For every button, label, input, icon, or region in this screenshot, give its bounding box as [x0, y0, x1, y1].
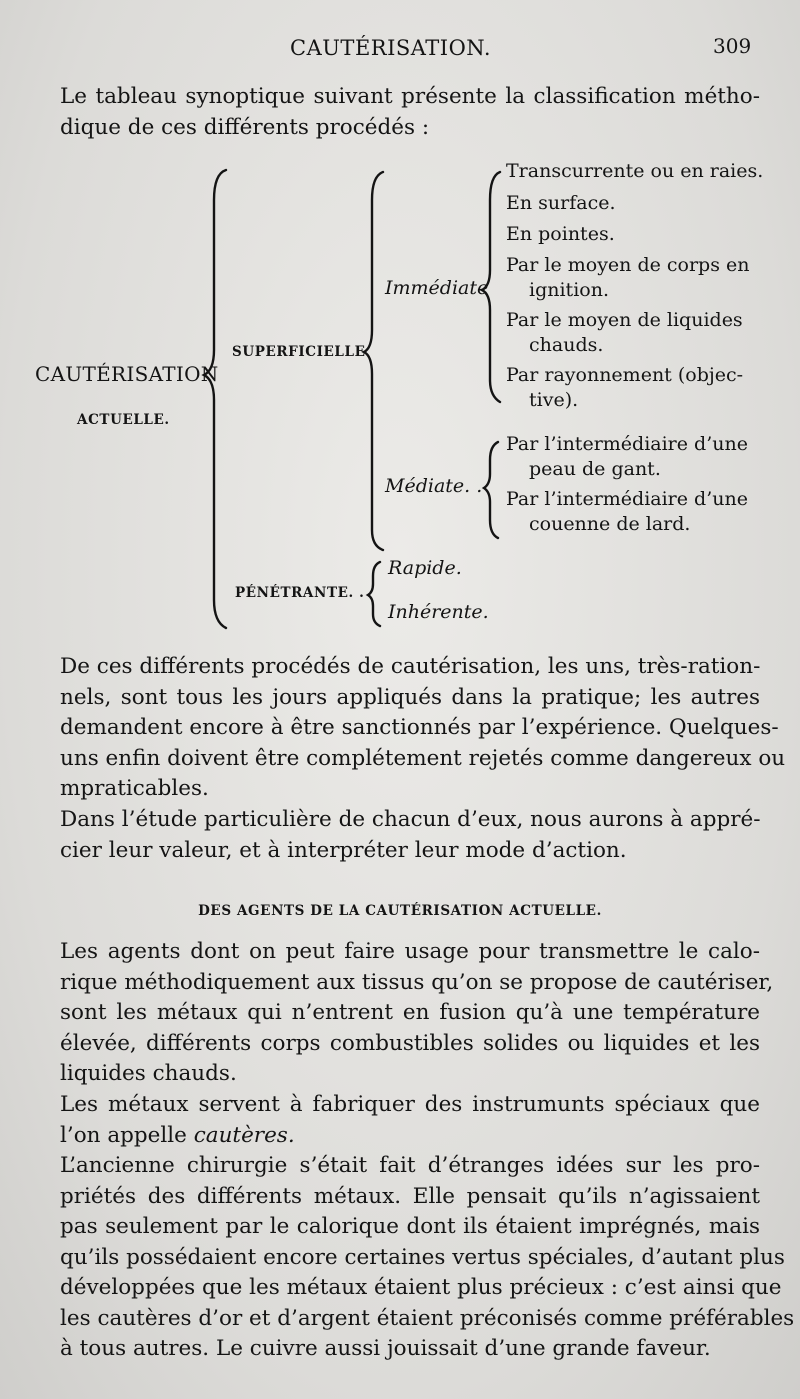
- immediate-item: chauds.: [529, 334, 604, 356]
- immediate-item: Par rayonnement (objec-: [506, 364, 744, 386]
- running-title: CAUTÉRISATION.: [290, 36, 492, 60]
- text-line: dique de ces différents procédés :: [60, 114, 430, 140]
- immediate-item: Par le moyen de corps en: [506, 254, 750, 276]
- text-line: cier leur valeur, et à interpréter leur mode d’action.: [60, 837, 627, 863]
- text-line: Le tableau synoptique suivant présente la classification métho-: [60, 84, 760, 109]
- page-number: 309: [713, 34, 752, 58]
- intro-paragraph: [60, 82, 760, 143]
- immediate-item: Par le moyen de liquides: [506, 309, 743, 331]
- text-line: Les agents dont on peut faire usage pour transmettre le calo-: [60, 939, 760, 964]
- text-line: élevée, différents corps combustibles solides ou liquides et les: [60, 1030, 760, 1056]
- immediate-item: En pointes.: [506, 223, 615, 245]
- mediate-item: Par l’intermédiaire d’une: [506, 488, 748, 510]
- superficielle-brace: [364, 172, 383, 550]
- text-line: liquides chauds.: [60, 1061, 237, 1086]
- text-line: pas seulement par le calorique dont ils étaient imprégnés, mais: [60, 1214, 760, 1239]
- paragraph-4: [60, 1090, 760, 1151]
- text-line: [60, 1121, 760, 1152]
- paragraph-1: [60, 652, 786, 805]
- text-line: priétés des différents métaux. Elle pensait qu’ils n’agissaient: [60, 1183, 760, 1209]
- root-brace: [204, 170, 226, 628]
- text-line: les cautères d’or et d’argent étaient préconisés comme préférables: [60, 1305, 795, 1331]
- text-line: De ces différents procédés de cautérisation, les uns, très-ration-: [60, 654, 761, 679]
- immediate-item: En surface.: [506, 192, 616, 214]
- mediate-item: peau de gant.: [529, 458, 661, 480]
- text-line: Dans l’étude particulière de chacun d’eux, nous aurons à appré-: [60, 807, 761, 832]
- mediate-item: couenne de lard.: [529, 513, 691, 535]
- text-line: sont les métaux qui n’entrent en fusion qu’à une température: [60, 1000, 760, 1025]
- penetrante-label: PÉNÉTRANTE. .: [235, 585, 365, 601]
- mediate-label: Médiate. .: [385, 475, 483, 497]
- section-title: DES AGENTS DE LA CAUTÉRISATION ACTUELLE.: [198, 903, 602, 919]
- page-header: [0, 30, 800, 70]
- immediate-item: Transcurrente ou en raies.: [506, 160, 764, 182]
- superficielle-label: SUPERFICIELLE: [232, 344, 366, 360]
- paragraph-2: [60, 805, 760, 866]
- immediate-item: ignition.: [529, 279, 609, 301]
- immediate-label: Immédiate: [385, 277, 489, 299]
- immediate-item: tive).: [529, 389, 579, 411]
- rapide-label: Rapide.: [388, 557, 462, 579]
- inherente-label: Inhérente.: [388, 601, 489, 623]
- paragraph-5: [60, 1151, 795, 1365]
- text-line: rique méthodiquement aux tissus qu’on se propose de cautériser,: [60, 969, 774, 995]
- paragraph-3: [60, 937, 774, 1090]
- text-line: L’ancienne chirurgie s’était fait d’étranges idées sur les pro-: [60, 1153, 760, 1178]
- text-line: qu’ils possédaient encore certaines vertus spéciales, d’autant plus: [60, 1244, 785, 1270]
- penetrante-brace: [368, 562, 380, 626]
- root-label: CAUTÉRISATION: [35, 362, 219, 386]
- text-line: développées que les métaux étaient plus précieux : c’est ainsi que: [60, 1275, 782, 1300]
- text-line: nels, sont tous les jours appliqués dans la pratique; les autres: [60, 684, 760, 710]
- text-line: demandent encore à être sanctionnés par l’expérience. Quelques-: [60, 715, 779, 740]
- text-line: à tous autres. Le cuivre aussi jouissait d’une grande faveur.: [60, 1336, 711, 1361]
- italic-term: cautères.: [193, 1122, 295, 1148]
- text-fragment: l’on appelle: [60, 1122, 194, 1148]
- text-line: Les métaux servent à fabriquer des instrumunts spéciaux que: [60, 1092, 760, 1117]
- text-line: mpraticables.: [60, 776, 209, 801]
- synoptic-table: [0, 160, 800, 640]
- text-line: uns enfin doivent être complétement rejetés comme dangereux ou: [60, 745, 786, 771]
- mediate-item: Par l’intermédiaire d’une: [506, 433, 748, 455]
- root-sublabel: ACTUELLE.: [77, 412, 170, 428]
- mediate-brace: [484, 442, 498, 538]
